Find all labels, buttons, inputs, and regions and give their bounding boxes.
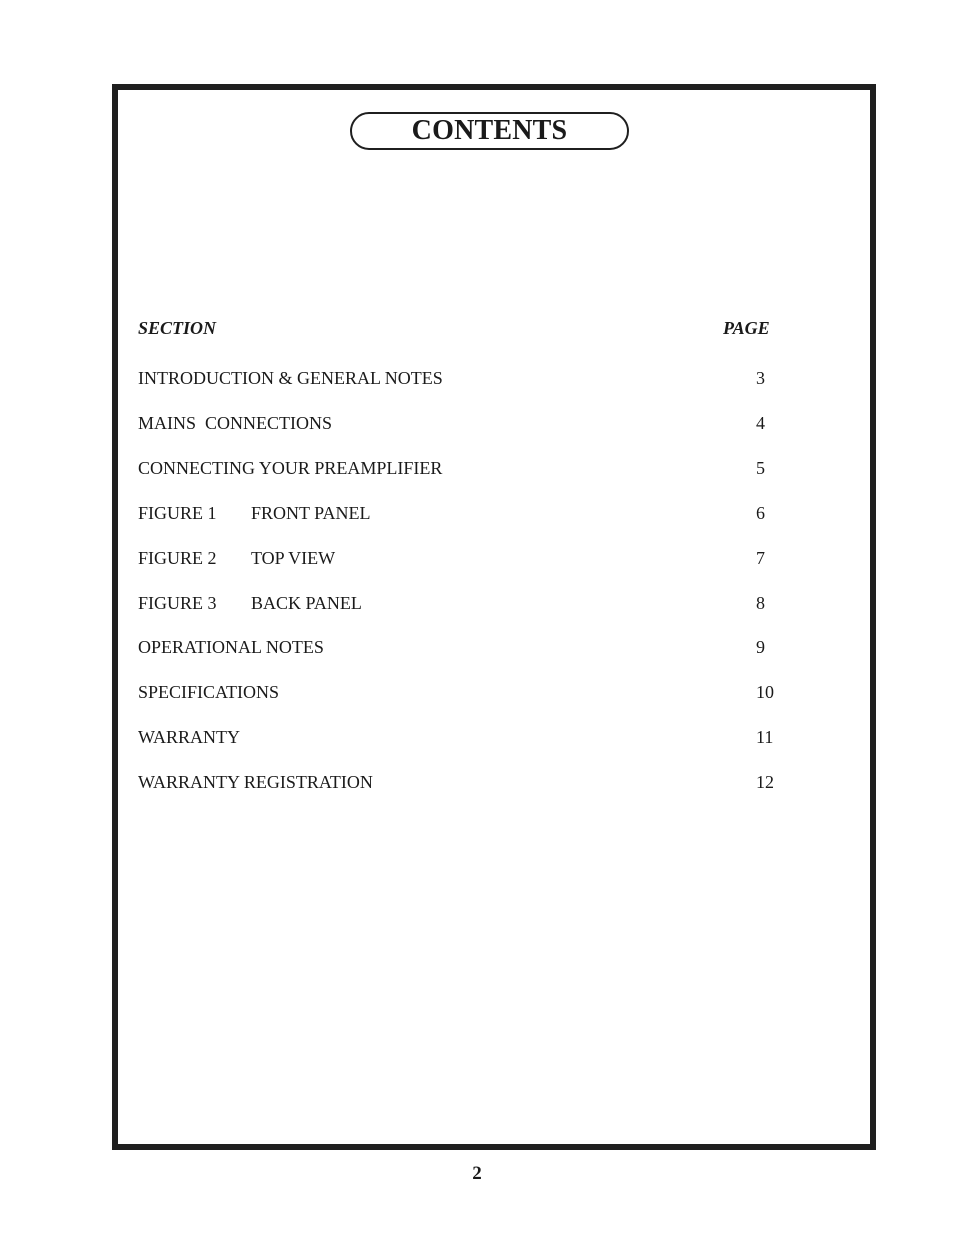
page-column-header: PAGE bbox=[723, 318, 770, 338]
page-border bbox=[112, 84, 876, 1150]
toc-entry-title: MAINS CONNECTIONS bbox=[138, 413, 333, 433]
toc-entry-operational-notes[interactable] bbox=[138, 635, 798, 659]
page-number: 2 bbox=[472, 1163, 482, 1184]
section-column-header: SECTION bbox=[138, 318, 217, 338]
toc-entry-title: CONNECTING YOUR PREAMPLIFIER bbox=[138, 458, 443, 478]
toc-entry-page: 11 bbox=[756, 727, 774, 747]
toc-entry-title: WARRANTY bbox=[138, 727, 240, 747]
toc-entry-page: 3 bbox=[756, 368, 765, 388]
toc-entry-warranty-registration[interactable] bbox=[138, 770, 798, 794]
toc-entry-figure-2[interactable] bbox=[138, 546, 798, 570]
toc-entry-page: 5 bbox=[756, 458, 765, 478]
toc-entry-page: 8 bbox=[756, 593, 765, 613]
toc-entry-figure-3[interactable] bbox=[138, 591, 798, 615]
toc-entry-title: TOP VIEW bbox=[251, 548, 336, 568]
toc-entry-connecting-preamplifier[interactable] bbox=[138, 456, 798, 480]
toc-entry-page: 9 bbox=[756, 637, 765, 657]
toc-entry-introduction[interactable] bbox=[138, 366, 798, 390]
toc-entry-specifications[interactable] bbox=[138, 680, 798, 704]
toc-entry-figure-label: FIGURE 1 bbox=[138, 503, 217, 523]
toc-entry-title: BACK PANEL bbox=[251, 593, 362, 613]
toc-entry-title: SPECIFICATIONS bbox=[138, 682, 280, 702]
toc-entry-page: 12 bbox=[756, 772, 774, 792]
toc-entry-page: 6 bbox=[756, 503, 765, 523]
toc-entry-figure-1[interactable] bbox=[138, 501, 798, 525]
toc-entry-title: FRONT PANEL bbox=[251, 503, 371, 523]
toc-entry-mains-connections[interactable] bbox=[138, 411, 798, 435]
toc-entry-figure-label: FIGURE 2 bbox=[138, 548, 217, 568]
toc-entry-title: INTRODUCTION & GENERAL NOTES bbox=[138, 368, 443, 388]
toc-entry-page: 7 bbox=[756, 548, 765, 568]
toc-entry-title: WARRANTY REGISTRATION bbox=[138, 772, 373, 792]
page-title: CONTENTS bbox=[350, 112, 629, 150]
toc-entry-title: OPERATIONAL NOTES bbox=[138, 637, 324, 657]
toc-entry-figure-label: FIGURE 3 bbox=[138, 593, 217, 613]
toc-entry-warranty[interactable] bbox=[138, 725, 798, 749]
toc-entry-page: 4 bbox=[756, 413, 765, 433]
toc-entry-page: 10 bbox=[756, 682, 774, 702]
